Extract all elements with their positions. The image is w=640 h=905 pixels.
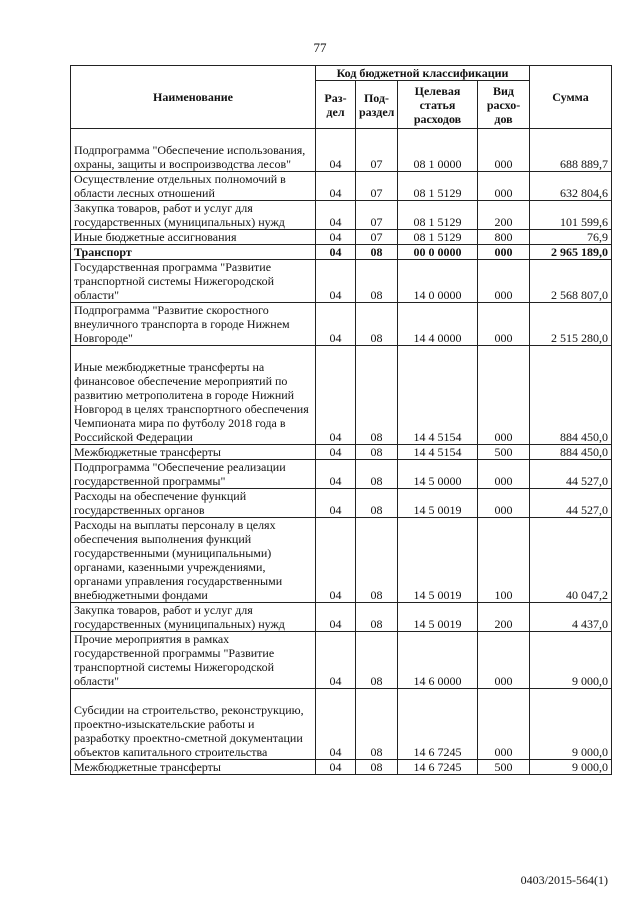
- row-name: Транспорт: [71, 245, 316, 260]
- row-vid: 000: [478, 303, 530, 346]
- row-summa: 9 000,0: [530, 689, 612, 760]
- row-podrazdel: 08: [356, 518, 398, 603]
- row-vid: 000: [478, 489, 530, 518]
- row-celevaya: 14 4 5154: [398, 346, 478, 445]
- row-vid: 000: [478, 245, 530, 260]
- row-name: Подпрограмма "Обеспечение использования, охраны, защиты и воспроизводства лесов": [71, 129, 316, 172]
- table-body: [71, 129, 612, 775]
- table-row: [71, 172, 612, 201]
- header-name: Наименование: [71, 66, 316, 129]
- row-vid: 000: [478, 129, 530, 172]
- row-podrazdel: 08: [356, 460, 398, 489]
- row-vid: 000: [478, 689, 530, 760]
- document-code: 0403/2015-564(1): [520, 873, 608, 887]
- header-vid: Вид расхо-дов: [478, 81, 530, 129]
- row-razdel: 04: [316, 445, 356, 460]
- header-code-group: Код бюджетной классификации: [316, 66, 530, 81]
- row-summa: 101 599,6: [530, 201, 612, 230]
- row-podrazdel: 07: [356, 172, 398, 201]
- row-celevaya: 08 1 0000: [398, 129, 478, 172]
- row-summa: 9 000,0: [530, 632, 612, 689]
- row-celevaya: 14 6 0000: [398, 632, 478, 689]
- row-celevaya: 08 1 5129: [398, 172, 478, 201]
- row-vid: 000: [478, 632, 530, 689]
- row-vid: 500: [478, 445, 530, 460]
- row-razdel: 04: [316, 760, 356, 775]
- row-celevaya: 14 5 0019: [398, 518, 478, 603]
- row-celevaya: 14 5 0000: [398, 460, 478, 489]
- row-name: Иные межбюджетные трансферты на финансовое обеспечение мероприятий по развитию метрополитена в городе Нижний Новгород в целях транспортного обеспечения Чемпионата мира по футболу 2018 года в Российской Федерации: [71, 346, 316, 445]
- table-row: [71, 346, 612, 445]
- row-vid: 000: [478, 346, 530, 445]
- header-celevaya: Целевая статья расходов: [398, 81, 478, 129]
- row-razdel: 04: [316, 632, 356, 689]
- row-celevaya: 14 6 7245: [398, 689, 478, 760]
- header-razdel: Раз-дел: [316, 81, 356, 129]
- row-razdel: 04: [316, 303, 356, 346]
- row-podrazdel: 08: [356, 632, 398, 689]
- table-row: [71, 632, 612, 689]
- row-name: Подпрограмма "Развитие скоростного внеуличного транспорта в городе Нижнем Новгороде": [71, 303, 316, 346]
- row-celevaya: 14 6 7245: [398, 760, 478, 775]
- row-celevaya: 14 4 5154: [398, 445, 478, 460]
- row-name: Расходы на обеспечение функций государственных органов: [71, 489, 316, 518]
- row-razdel: 04: [316, 260, 356, 303]
- row-summa: 76,9: [530, 230, 612, 245]
- row-summa: 2 515 280,0: [530, 303, 612, 346]
- table-row: [71, 760, 612, 775]
- row-vid: 500: [478, 760, 530, 775]
- row-celevaya: 14 4 0000: [398, 303, 478, 346]
- row-name: Закупка товаров, работ и услуг для государственных (муниципальных) нужд: [71, 201, 316, 230]
- row-name: Осуществление отдельных полномочий в области лесных отношений: [71, 172, 316, 201]
- row-celevaya: 14 5 0019: [398, 489, 478, 518]
- row-podrazdel: 08: [356, 245, 398, 260]
- table-row: [71, 489, 612, 518]
- row-podrazdel: 08: [356, 303, 398, 346]
- row-celevaya: 08 1 5129: [398, 230, 478, 245]
- row-name: Межбюджетные трансферты: [71, 445, 316, 460]
- row-podrazdel: 08: [356, 260, 398, 303]
- row-celevaya: 00 0 0000: [398, 245, 478, 260]
- table-row: [71, 518, 612, 603]
- row-razdel: 04: [316, 346, 356, 445]
- row-razdel: 04: [316, 460, 356, 489]
- row-summa: 9 000,0: [530, 760, 612, 775]
- row-razdel: 04: [316, 129, 356, 172]
- row-podrazdel: 08: [356, 489, 398, 518]
- row-podrazdel: 08: [356, 689, 398, 760]
- table-row: [71, 689, 612, 760]
- row-razdel: 04: [316, 689, 356, 760]
- row-name: Закупка товаров, работ и услуг для государственных (муниципальных) нужд: [71, 603, 316, 632]
- row-summa: 4 437,0: [530, 603, 612, 632]
- row-razdel: 04: [316, 201, 356, 230]
- row-razdel: 04: [316, 518, 356, 603]
- table-row: [71, 460, 612, 489]
- row-vid: 100: [478, 518, 530, 603]
- row-summa: 40 047,2: [530, 518, 612, 603]
- row-celevaya: 08 1 5129: [398, 201, 478, 230]
- row-name: Государственная программа "Развитие транспортной системы Нижегородской области": [71, 260, 316, 303]
- header-podrazdel: Под-раздел: [356, 81, 398, 129]
- row-name: Подпрограмма "Обеспечение реализации государственной программы": [71, 460, 316, 489]
- table-row: [71, 245, 612, 260]
- row-podrazdel: 08: [356, 603, 398, 632]
- row-razdel: 04: [316, 489, 356, 518]
- row-vid: 200: [478, 603, 530, 632]
- row-name: Субсидии на строительство, реконструкцию, проектно-изыскательские работы и разработку проектно-сметной документации объектов капитального строительства: [71, 689, 316, 760]
- row-vid: 000: [478, 260, 530, 303]
- row-name: Иные бюджетные ассигнования: [71, 230, 316, 245]
- table-row: [71, 445, 612, 460]
- row-vid: 000: [478, 460, 530, 489]
- row-podrazdel: 08: [356, 760, 398, 775]
- row-podrazdel: 07: [356, 129, 398, 172]
- row-razdel: 04: [316, 603, 356, 632]
- table-row: [71, 260, 612, 303]
- row-vid: 800: [478, 230, 530, 245]
- row-summa: 884 450,0: [530, 445, 612, 460]
- row-vid: 200: [478, 201, 530, 230]
- row-name: Прочие мероприятия в рамках государственной программы "Развитие транспортной системы Нижегородской области": [71, 632, 316, 689]
- row-summa: 2 568 807,0: [530, 260, 612, 303]
- budget-table: [70, 65, 612, 775]
- row-razdel: 04: [316, 245, 356, 260]
- row-name: Межбюджетные трансферты: [71, 760, 316, 775]
- table-row: [71, 129, 612, 172]
- row-celevaya: 14 0 0000: [398, 260, 478, 303]
- row-razdel: 04: [316, 230, 356, 245]
- row-podrazdel: 08: [356, 445, 398, 460]
- row-vid: 000: [478, 172, 530, 201]
- table-row: [71, 230, 612, 245]
- row-podrazdel: 07: [356, 230, 398, 245]
- row-summa: 44 527,0: [530, 460, 612, 489]
- row-celevaya: 14 5 0019: [398, 603, 478, 632]
- header-summa: Сумма: [530, 66, 612, 129]
- row-summa: 688 889,7: [530, 129, 612, 172]
- row-razdel: 04: [316, 172, 356, 201]
- table-row: [71, 603, 612, 632]
- page-number: 77: [313, 40, 327, 55]
- row-summa: 884 450,0: [530, 346, 612, 445]
- row-summa: 44 527,0: [530, 489, 612, 518]
- row-summa: 2 965 189,0: [530, 245, 612, 260]
- row-podrazdel: 08: [356, 346, 398, 445]
- row-summa: 632 804,6: [530, 172, 612, 201]
- row-name: Расходы на выплаты персоналу в целях обеспечения выполнения функций государственными (муниципальными) органами, казенными учреждениями, органами управления государственными внебюджетными фондами: [71, 518, 316, 603]
- row-podrazdel: 07: [356, 201, 398, 230]
- table-row: [71, 201, 612, 230]
- table-row: [71, 303, 612, 346]
